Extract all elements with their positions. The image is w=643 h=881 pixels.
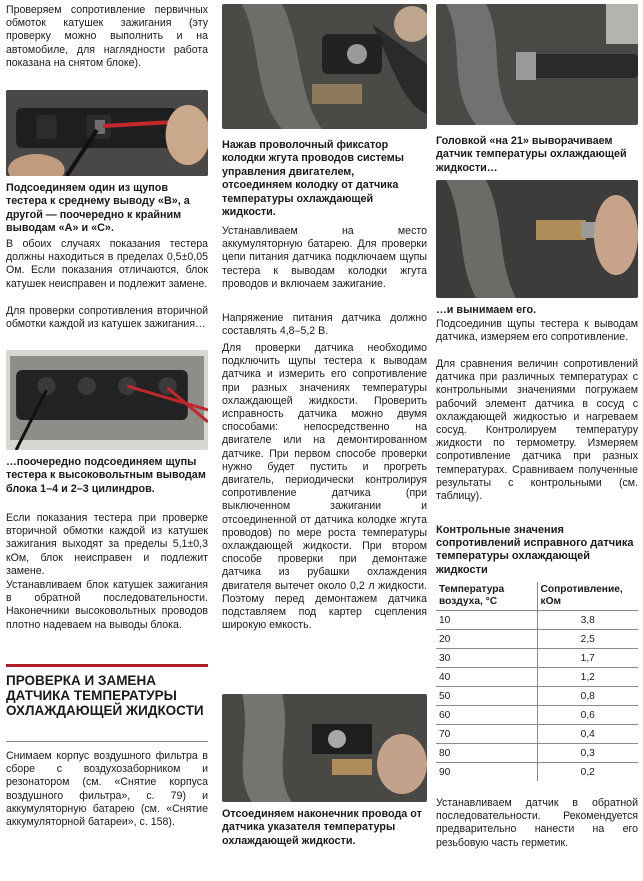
table-title: Контрольные значения сопротивлений исправного датчика температуры охлаждающей жидкости [436,524,634,576]
photo-caption: Нажав проволочный фиксатор колодки жгута проводов системы управления двигателем, отсоединяем колодку от датчика температуры охлаждающей жидкости. [222,139,404,219]
paragraph: Устанавливаем на место аккумуляторную батарею. Для проверки цепи питания датчика подключаем щупы тестера к выводам колодки жгута проводов и включаем зажигание. [222,225,427,290]
table-row [436,706,638,725]
table-row [436,725,638,744]
paragraph: Подсоединив щупы тестера к выводам датчика, измеряем его сопротивление. [436,318,638,344]
resistance-cell: 0,4 [537,725,638,744]
resistance-cell: 0,6 [537,706,638,725]
temperature-cell: 20 [436,630,537,649]
column-3 [436,0,638,850]
divider [6,741,208,742]
table-row [436,763,638,782]
photo-caption: …и вынимаем его. [436,304,537,316]
section-title: ПРОВЕРКА И ЗАМЕНА ДАТЧИКА ТЕМПЕРАТУРЫ ОХЛАЖДАЮЩЕЙ ЖИДКОСТИ [6,673,204,718]
temperature-cell: 70 [436,725,537,744]
table-row [436,630,638,649]
paragraph: Снимаем корпус воздушного фильтра в сборе с воздухозаборником и резонатором (см. «Снятие корпуса воздушного фильтра», с. 79) и аккумуляторную батарею (см. «Снятие аккумуляторной батареи», с. 158). [6,750,208,829]
paragraph: Для сравнения величин сопротивлений датчика при различных температурах с контрольными значениями погружаем рабочий элемент датчика в сосуд с охлаждающей жидкостью и нагреваем сосуд. Контролируем температуру жидкости по термометру. Измеряем сопротивление датчика при разных температурах. Сравниваем полученные результаты с контрольными (см. таблицу). [436,358,638,503]
paragraph: Проверяем сопротивление первичных обмоток катушек зажигания (эту проверку можно выполнить и на автомобиле, для наглядности работа показана на снятом блоке). [6,4,208,69]
resistance-cell: 0,2 [537,763,638,782]
temperature-cell: 10 [436,611,537,630]
table-row [436,687,638,706]
resistance-cell: 0,3 [537,744,638,763]
table-row [436,649,638,668]
photo-sensor-connector [222,4,427,129]
temperature-cell: 50 [436,687,537,706]
resistance-cell: 3,8 [537,611,638,630]
column-header: Температура воздуха, °С [439,584,505,607]
temperature-cell: 80 [436,744,537,763]
column-1 [6,0,208,829]
temperature-cell: 60 [436,706,537,725]
table-header [436,582,638,611]
column-header: Сопротивление, кОм [537,582,638,611]
table-row [436,668,638,687]
column-2 [222,0,427,848]
paragraph: Для проверки сопротивления вторичной обмотки каждой из катушек зажигания… [6,305,208,331]
paragraph: Для проверки датчика необходимо подключить щупы тестера к выводам датчика и измерить его сопротивление при разных значениях температуры охлаждающей жидкости. Проверить исправность датчика можно двумя способами: непосредственно на двигателе или на демонтированном датчике. При первом способе проверки нужно будет пустить и прогреть двигатель, периодически контролируя сопротивление датчика (при выключенном зажигании и отсоединенной от датчика колодке жгута проводов) по мере роста температуры охлаждающей жидкости. При втором способе проверки при демонтаже датчика из рубашки охлаждения двигателя вытечет около 0,2 л жидкости. Поэтому перед демонтажем датчика подставляем под картер сцепления широкую емкость. [222,342,427,632]
resistance-cell: 1,7 [537,649,638,668]
photo-caption: Головкой «на 21» выворачиваем датчик температуры охлаждающей жидкости… [436,135,627,174]
temperature-cell: 40 [436,668,537,687]
paragraph: В обоих случаях показания тестера должны находиться в пределах 0,5±0,05 Ом. Если показания отличаются, блок катушек неисправен и подлежит замене. [6,238,208,290]
table-row [436,611,638,630]
photo-removed-sensor [436,180,638,298]
photo-caption: Отсоединяем наконечник провода от датчика указателя температуры охлаждающей жидкости. [222,808,422,847]
photo-caption: …поочередно подсоединяем щупы тестера к высоковольтным выводам блока 1–4 и 2–3 цилиндров. [6,456,206,495]
section-divider [6,664,208,667]
resistance-cell: 2,5 [537,630,638,649]
resistance-table [436,582,638,781]
resistance-cell: 1,2 [537,668,638,687]
photo-gauge-sensor [222,694,427,802]
resistance-cell: 0,8 [537,687,638,706]
temperature-cell: 90 [436,763,537,782]
paragraph: Напряжение питания датчика должно составлять 4,8–5,2 В. [222,312,427,338]
paragraph: Если показания тестера при проверке вторичной обмотки каждой из катушек зажигания выходят за пределы 5,1±0,3 кОм, блок неисправен и подлежит замене. [6,512,208,577]
temperature-cell: 30 [436,649,537,668]
photo-coil-primary-test [6,90,208,176]
photo-coil-secondary-test [6,350,208,450]
paragraph: Устанавливаем датчик в обратной последовательности. Рекомендуется предварительно нанести на его резьбовую часть герметик. [436,797,638,849]
photo-unscrew-sensor [436,4,638,125]
paragraph: Устанавливаем блок катушек зажигания в обратной последовательности. Наконечники высоковольтных проводов плотно надеваем на выводы блока. [6,579,208,631]
table-row [436,744,638,763]
photo-caption: Подсоединяем один из щупов тестера к среднему выводу «B», а другой — поочередно к крайним выводам «А» и «С». [6,182,190,235]
